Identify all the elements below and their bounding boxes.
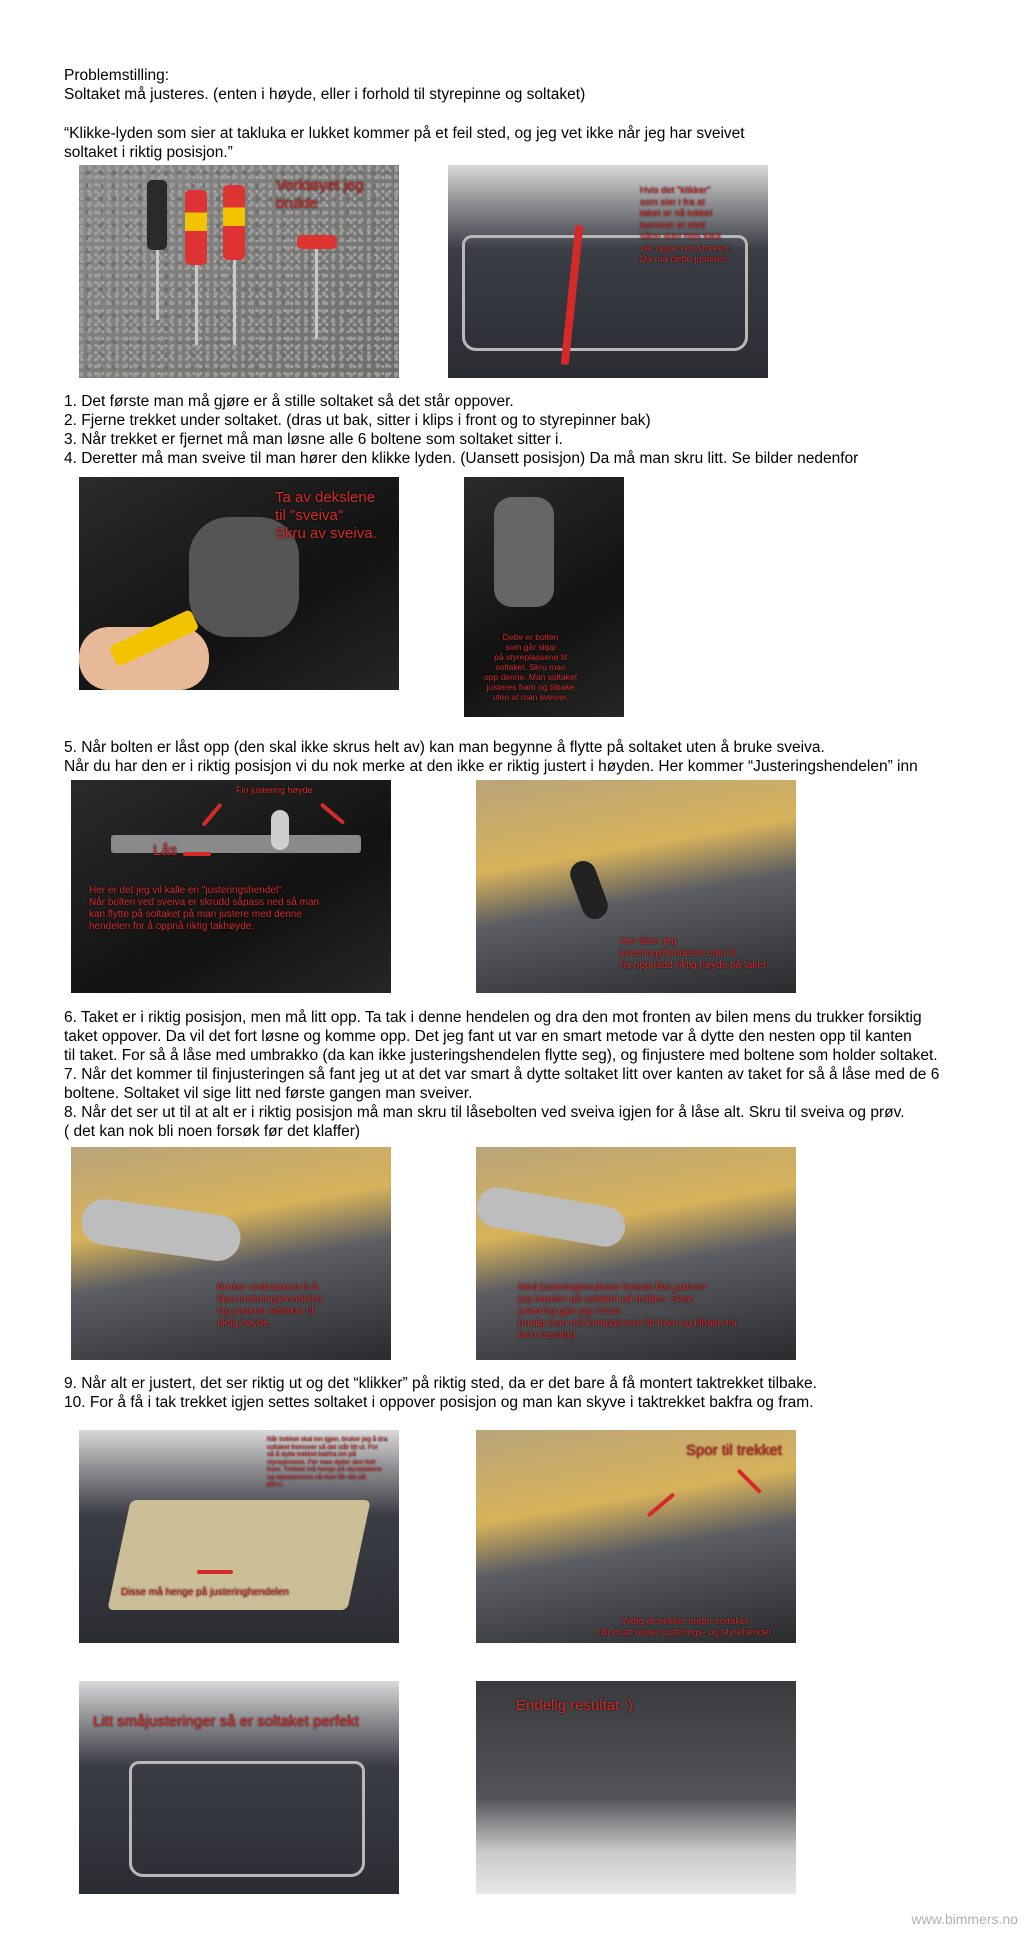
caption-covers: Ta av dekslene til "sveiva" Skru av sveiva. [275, 489, 377, 542]
bolt-photo [464, 477, 624, 717]
step-3: 3. Når trekket er fjernet må man løsne alle 6 boltene som soltaket sitter i. [64, 431, 563, 448]
step-5-cont: Når du har den er i riktig posisjon vi du nok merke at den ikke er riktig justert i høyden. Her kommer “Justeringshendelen” inn [64, 758, 918, 775]
step-2: 2. Fjerne trekket under soltaket. (dras ut bak, sitter i klips i front og to styrepinner bak) [64, 412, 651, 429]
screwdriver-icon [185, 190, 207, 265]
arrow-icon [201, 803, 222, 827]
covers-photo [79, 477, 399, 690]
step-8: 8. Når det ser ut til at alt er i riktig posisjon må man skru til låsebolten ved sveiva igjen for å låse alt. Skru til sveiva og prøv. [64, 1104, 905, 1121]
caption-result: Endelig resultat :) [516, 1697, 633, 1714]
step-9: 9. Når alt er justert, det ser riktig ut og det “klikker” på riktig sted, da er det bare å få montert taktrekket tilbake. [64, 1375, 817, 1392]
caption-front: Med justeringhendelen fortsatt låst justerer jeg høyden på soltaket på midten. Siste justering gjør jeg i front. (mulig man må kompansere litt fram og tilbake for best resultat) [518, 1282, 738, 1341]
arrow-icon [183, 852, 211, 856]
roof-photo [448, 165, 768, 378]
step-7: 7. Når det kommer til finjusteringen så fant jeg ut at det var smart å dytte soltaket litt over kanten av taket for så å låse med de 6 [64, 1066, 940, 1083]
step-6-cont-1: taket oppover. Da vil det fort løsne og komme opp. Det jeg fant ut var en smart metode var å dytte den nesten opp til kanten [64, 1028, 912, 1045]
caption-important: Viktig at trekket under soltaket blir dratt under justerings- og styrehendel [598, 1616, 771, 1638]
caption-umbrako: Bruker umbrakoen til å låse justeringshendelen. Og justerer soltaket til riktig høyde. [217, 1282, 325, 1329]
footer-watermark: www.bimmers.no [911, 1911, 1018, 1927]
step-10: 10. For å få i tak trekket igjen settes soltaket i oppover posisjon og man kan skyve i taktrekket bakfra og fram. [64, 1394, 814, 1411]
sunroof-outline [129, 1761, 365, 1877]
screwdriver-icon [223, 185, 245, 260]
step-5: 5. Når bolten er låst opp (den skal ikke skrus helt av) kan man begynne å flytte på soltaket uten å bruke sveiva. [64, 739, 825, 756]
result-photo [476, 1681, 796, 1894]
step-8-cont: ( det kan nok bli noen forsøk før det klaffer) [64, 1123, 361, 1140]
lock-lever-photo [476, 780, 796, 993]
caption-bolt: Dette er bolten som går slipp på styreplassene til soltaket. Skru man opp denne. Man soltaket justeres fram og tilbake uten at man sveiver. [484, 632, 578, 702]
heading: Problemstilling: [64, 67, 170, 84]
caption-las: Lås [153, 842, 178, 859]
caption-small-adjust: Litt småjusteringer så er soltaket perfekt [93, 1713, 359, 1730]
front-adjust-photo [476, 1147, 796, 1360]
step-1: 1. Det første man må gjøre er å stille soltaket så det står oppover. [64, 393, 514, 410]
caption-hang: Disse må henge på justeringhendelen [121, 1587, 289, 1598]
caption-cover-note: Når trekket skal inn igjen, bruker jeg å dra soltaket fremover så det står litt ut. For så å dytte trekket bakfra inn på styrepinnene. Før man dytter den helt fram. Trekket må henge på styreplatene og styrepinnene så man får det på plass. [267, 1436, 388, 1488]
step-4: 4. Deretter må man sveive til man hører den klikke lyden. (Uansett posisjon) Da må man skru litt. Se bilder nedenfor [64, 450, 859, 467]
lever-photo [71, 780, 391, 993]
step-6-cont-2: til taket. For så å låse med umbrakko (da kan ikke justeringshendelen flytte seg), og finjustere med boltene som holder soltaket. [64, 1047, 938, 1064]
caption-lock-lever: Her låser jeg justeringshendelen etter å ha oppnådd riktig høyde på taket [620, 936, 766, 971]
caption-spor: Spor til trekket [686, 1442, 782, 1459]
caption-fin-justering: Fin justering høyde [236, 785, 313, 795]
arrow-icon [197, 1570, 233, 1574]
hex-key-icon [567, 857, 612, 922]
umbrako-photo [71, 1147, 391, 1360]
hex-key-icon [297, 235, 337, 249]
intro-line: Soltaket må justeres. (enten i høyde, eller i forhold til styrepinne og soltaket) [64, 86, 586, 103]
hex-key-icon [79, 1196, 244, 1264]
hex-key-icon [476, 1184, 628, 1249]
final-adjust-photo [79, 1681, 399, 1894]
rail [111, 835, 361, 853]
step-7-cont: boltene. Soltaket vil sige litt ned første gangen man sveiver. [64, 1085, 473, 1102]
crank-housing [494, 497, 554, 607]
arrow-icon [647, 1492, 676, 1517]
arrow-icon [320, 802, 346, 824]
caption-tools: Verktøyet jeg brukte [276, 177, 364, 212]
tools-photo [79, 165, 399, 378]
quote-line-2: soltaket i riktig posisjon.” [64, 144, 233, 161]
step-6: 6. Taket er i riktig posisjon, men må litt opp. Ta tak i denne hendelen og dra den mot fronten av bilen mens du trukker forsiktig [64, 1009, 922, 1026]
cover-install-photo [79, 1430, 399, 1643]
caption-lever: Her er det jeg vil kalle en "justeringshendel". Når bolten ved sveiva er skrudd såpass ned så man kan flytte på soltaket på man justere med denne hendelen for å oppnå riktig takhøyde. [89, 885, 320, 932]
track-photo [476, 1430, 796, 1643]
quote-line-1: “Klikke-lyden som sier at takluka er lukket kommer på et feil sted, og jeg vet ikke når jeg har sveivet [64, 125, 745, 142]
arrow-icon [737, 1469, 762, 1494]
bolt [271, 810, 289, 850]
screwdriver-icon [147, 180, 167, 250]
caption-roof-click: Hvis det "klikker" som sier i fra at taket er nå lukket kommer et sted sånn som hvis luka var oppe ved streken. Da må dette justeres [640, 185, 732, 265]
